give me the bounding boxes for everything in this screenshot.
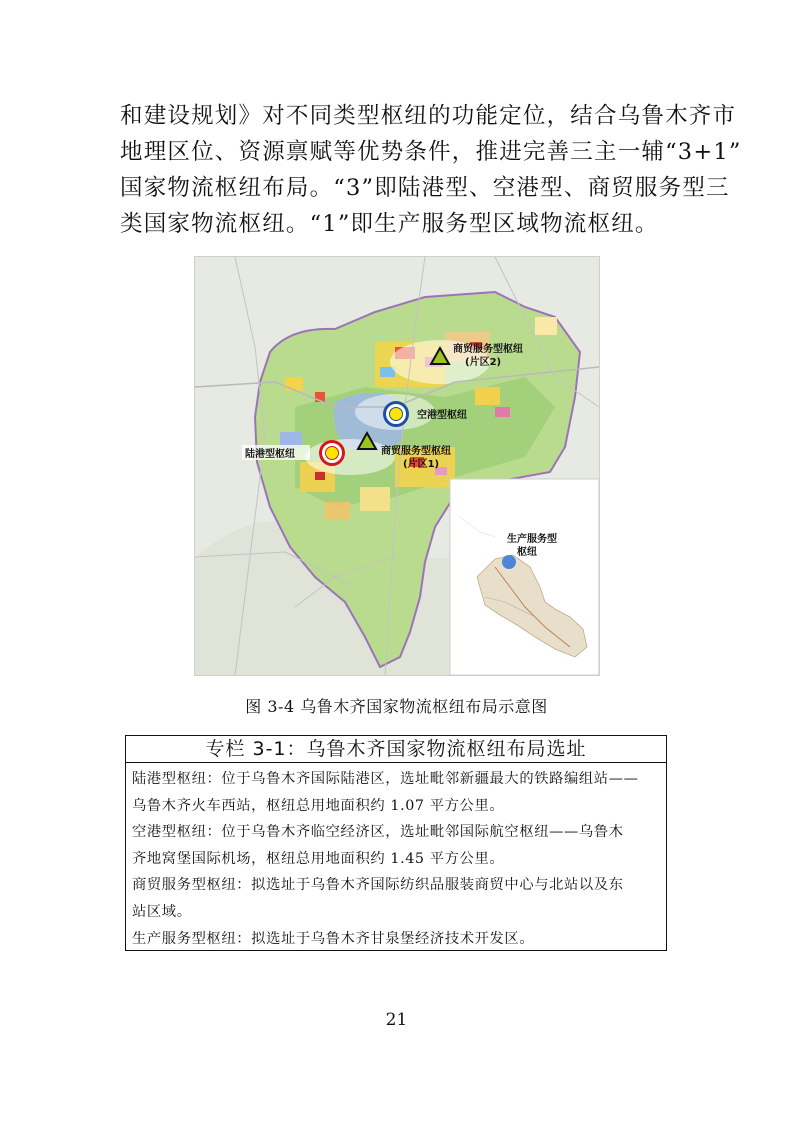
trade-hub-2-label-2: (片区2) — [465, 357, 502, 368]
box-line: 生产服务型枢纽：拟选址于乌鲁木齐甘泉堡经济技术开发区。 — [132, 930, 535, 947]
paragraph-line: 国家物流枢纽布局。“3”即陆港型、空港型、商贸服务型三 — [120, 175, 730, 201]
box-line: 乌鲁木齐火车西站，枢纽总用地面积约 1.07 平方公里。 — [132, 797, 505, 814]
production-hub-label-2: 枢纽 — [517, 547, 537, 558]
airport-hub-label: 空港型枢纽 — [417, 410, 467, 421]
trade-hub-1-label-1: 商贸服务型枢纽 — [381, 446, 451, 457]
map-svg — [195, 257, 599, 675]
paragraph-line: 类国家物流枢纽。“1”即生产服务型区域物流枢纽。 — [120, 211, 659, 237]
figure-caption: 图 3-4 乌鲁木齐国家物流枢纽布局示意图 — [245, 697, 548, 716]
inset-map — [450, 479, 599, 675]
trade-hub-1-label-2: (片区1) — [403, 459, 440, 470]
paragraph-line: 和建设规划》对不同类型枢纽的功能定位，结合乌鲁木齐市 — [120, 103, 737, 129]
hub-layout-map — [194, 256, 600, 676]
page-number: 21 — [385, 1010, 408, 1030]
paragraph-line: 地理区位、资源禀赋等优势条件，推进完善三主一辅“3+1” — [120, 139, 742, 165]
production-hub-marker — [502, 555, 516, 569]
box-body — [126, 763, 666, 952]
airport-hub-marker — [383, 401, 409, 427]
box-line: 商贸服务型枢纽：拟选址于乌鲁木齐国际纺织品服装商贸中心与北站以及东 — [132, 877, 624, 894]
box-title: 专栏 3-1：乌鲁木齐国家物流枢纽布局选址 — [126, 736, 666, 763]
box-line: 空港型枢纽：位于乌鲁木齐临空经济区，选址毗邻国际航空枢纽——乌鲁木 — [132, 824, 624, 841]
trade-hub-2-label-1: 商贸服务型枢纽 — [453, 344, 523, 355]
box-line: 站区域。 — [132, 903, 192, 920]
land-port-hub-marker — [319, 440, 345, 466]
body-paragraph — [120, 98, 742, 242]
box-line: 陆港型枢纽：位于乌鲁木齐国际陆港区，选址毗邻新疆最大的铁路编组站—— — [132, 771, 639, 787]
box-line: 齐地窝堡国际机场，枢纽总用地面积约 1.45 平方公里。 — [132, 850, 505, 867]
sidebar-box — [125, 735, 667, 951]
production-hub-label-1: 生产服务型 — [507, 534, 557, 545]
land-port-hub-label: 陆港型枢纽 — [245, 449, 295, 460]
